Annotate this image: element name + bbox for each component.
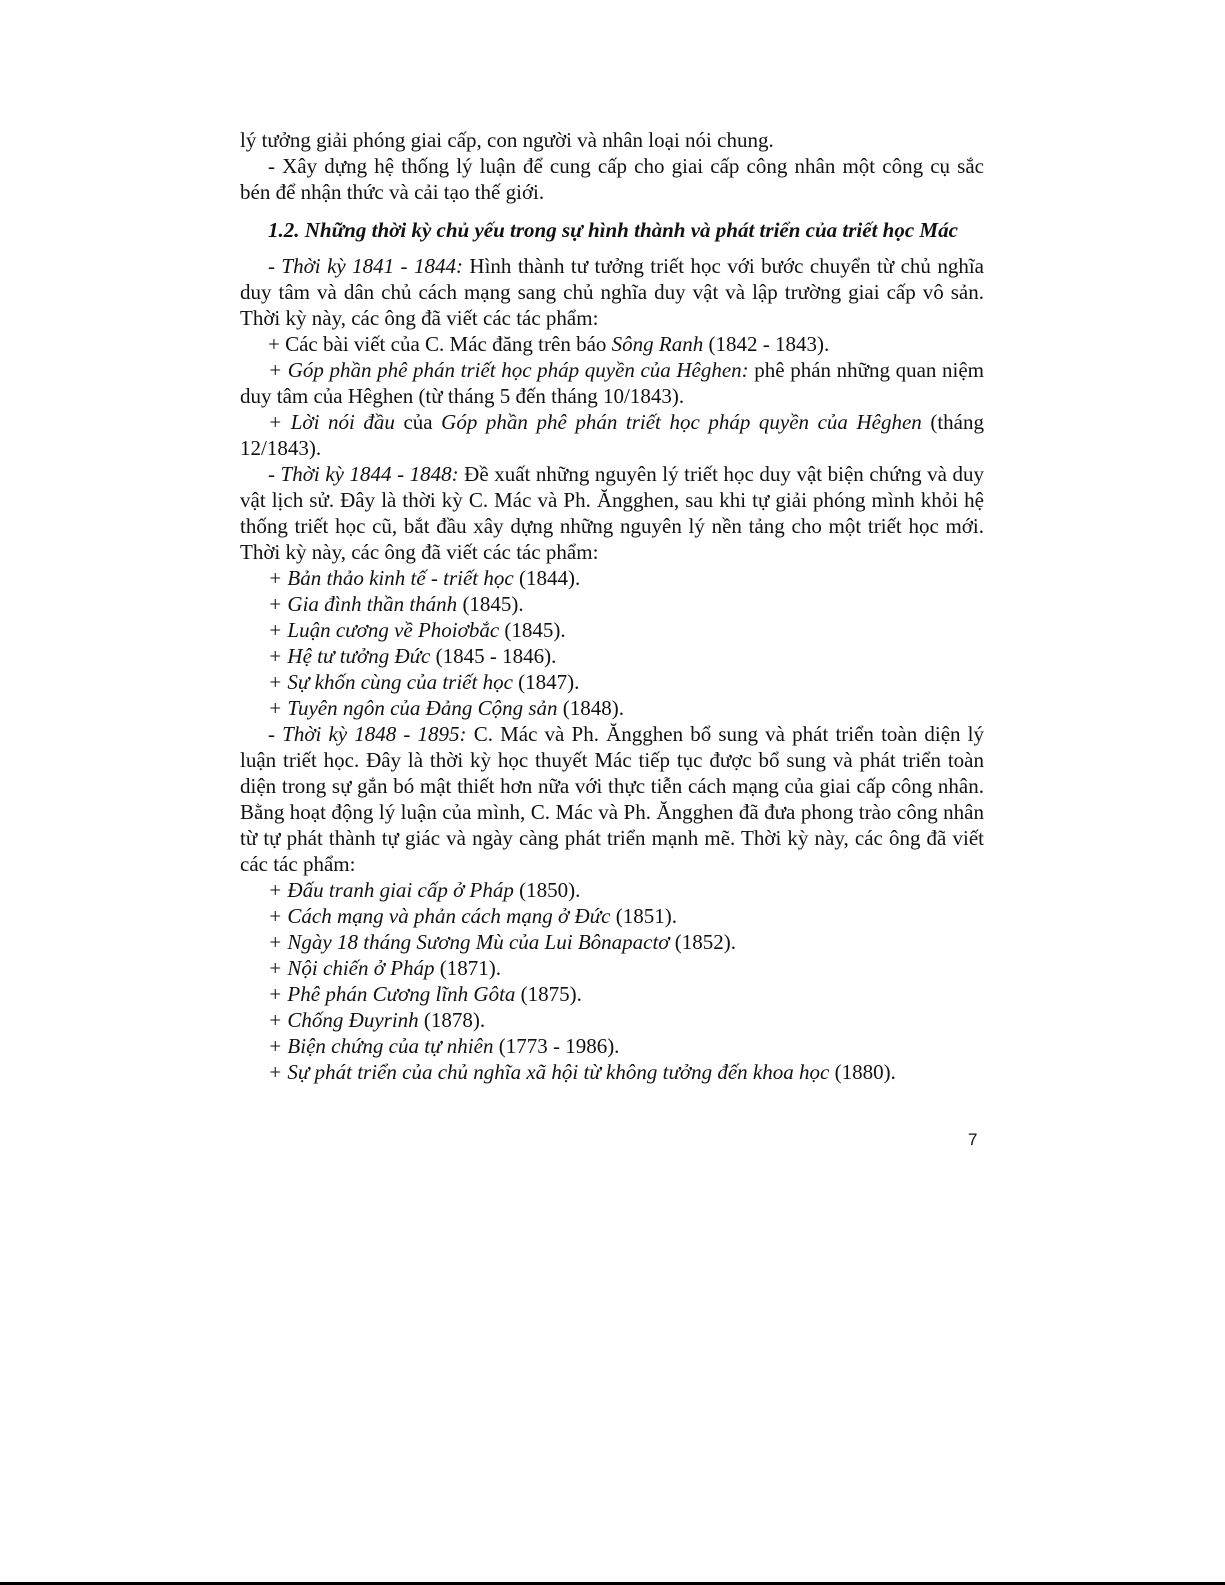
- work-title: + Góp phần phê phán triết học pháp quyền của Hêghen:: [268, 358, 749, 382]
- period-text: Đề xuất những nguyên lý triết học duy vật biện chứng và duy vật lịch sử. Đây là thời kỳ C. Mác và Ph. Ăngghen, sau khi tự giải phóng mình khỏi hệ thống triết học cũ, bắt đầu xây dựng những nguyên lý nền tảng cho một triết học mới. Thời kỳ này, các ông đã viết các tác phẩm:: [240, 462, 984, 564]
- work-title: + Tuyên ngôn của Đảng Cộng sản: [268, 696, 558, 720]
- work-item: [240, 1033, 984, 1059]
- work-item: [240, 591, 984, 617]
- work-item: [240, 1059, 984, 1085]
- work-item: [240, 955, 984, 981]
- work-item: [240, 669, 984, 695]
- work-title: + Phê phán Cương lĩnh Gôta: [268, 982, 516, 1006]
- work-item: [240, 903, 984, 929]
- work-item: [240, 695, 984, 721]
- work-year: (1880).: [829, 1060, 896, 1084]
- intro-line: lý tưởng giải phóng giai cấp, con người và nhân loại nói chung.: [240, 128, 774, 152]
- work-year: (1842 - 1843).: [703, 332, 830, 356]
- period-text: C. Mác và Ph. Ăngghen bổ sung và phát triển toàn diện lý luận triết học. Đây là thời kỳ học thuyết Mác tiếp tục được bổ sung và phát triển toàn diện trong sự gắn bó mật thiết hơn nữa với thực tiễn cách mạng của giai cấp công nhân. Bằng hoạt động lý luận của mình, C. Mác và Ph. Ăngghen đã đưa phong trào công nhân từ tự phát thành tự giác và ngày càng phát triển mạnh mẽ. Thời kỳ này, các ông đã viết các tác phẩm:: [240, 722, 984, 876]
- period-label: - Thời kỳ 1848 - 1895:: [268, 722, 467, 746]
- work-title: + Gia đình thần thánh: [268, 592, 458, 616]
- work-item: [240, 409, 984, 461]
- intro-bullet: - Xây dựng hệ thống lý luận để cung cấp cho giai cấp công nhân một công cụ sắc bén để nhận thức và cải tạo thế giới.: [240, 154, 984, 204]
- period-1844-1848-works: [240, 565, 984, 721]
- work-year: (1851).: [610, 904, 677, 928]
- work-year: (1845 - 1846).: [430, 644, 557, 668]
- work-title: + Hệ tư tưởng Đức: [268, 644, 431, 668]
- period-text: Hình thành tư tưởng triết học với bước chuyển từ chủ nghĩa duy tâm và dân chủ cách mạng sang chủ nghĩa duy vật và lập trường giai cấp vô sản. Thời kỳ này, các ông đã viết các tác phẩm:: [240, 254, 985, 330]
- work-year: (1845).: [457, 592, 524, 616]
- section-heading: 1.2. Những thời kỳ chủ yếu trong sự hình thành và phát triển của triết học Mác: [268, 218, 958, 242]
- work-year: (1871).: [434, 956, 502, 980]
- work-year: (1850).: [513, 878, 581, 902]
- work-prefix: + Các bài viết của C. Mác đăng trên báo: [268, 332, 612, 356]
- work-item: [240, 981, 984, 1007]
- work-connector: của: [394, 410, 442, 434]
- work-title: + Cách mạng và phản cách mạng ở Đức: [268, 904, 611, 928]
- work-title: Sông Ranh: [611, 332, 704, 356]
- work-title: + Sự khốn cùng của triết học: [268, 670, 513, 694]
- work-title: + Sự phát triển của chủ nghĩa xã hội từ không tưởng đến khoa học: [268, 1060, 830, 1084]
- work-title: + Luận cương về Phoiơbắc: [268, 618, 500, 642]
- work-item: [240, 1007, 984, 1033]
- work-description: phê phán những quan niệm duy tâm của Hêghen (từ tháng 5 đến tháng 10/1843).: [240, 358, 984, 408]
- work-title: + Chống Đuyrinh: [268, 1008, 419, 1032]
- page-number: 7: [968, 1130, 978, 1149]
- work-title: + Nội chiến ở Pháp: [268, 956, 435, 980]
- work-title: + Biện chứng của tự nhiên: [268, 1034, 494, 1058]
- period-1844-1848: [240, 461, 984, 565]
- period-1848-1895: [240, 721, 984, 877]
- work-year: (tháng 12/1843).: [240, 410, 984, 460]
- work-item: [240, 929, 984, 955]
- work-item: [240, 643, 984, 669]
- work-title: Góp phần phê phán triết học pháp quyền của Hêghen: [441, 410, 922, 434]
- work-year: (1852).: [669, 930, 737, 954]
- work-item: [240, 877, 984, 903]
- work-year: (1845).: [499, 618, 566, 642]
- work-year: (1844).: [513, 566, 581, 590]
- work-title: + Bản thảo kinh tế - triết học: [268, 566, 514, 590]
- work-item: [240, 565, 984, 591]
- page-content: [240, 127, 984, 1085]
- period-1841-1844: [240, 253, 984, 331]
- work-year: (1878).: [418, 1008, 486, 1032]
- work-item: [240, 617, 984, 643]
- work-title: + Lời nói đầu: [268, 410, 395, 434]
- work-title: + Ngày 18 tháng Sương Mù của Lui Bônapactơ: [268, 930, 670, 954]
- period-1848-1895-works: [240, 877, 984, 1085]
- work-title: + Đấu tranh giai cấp ở Pháp: [268, 878, 514, 902]
- period-label: - Thời kỳ 1844 - 1848:: [268, 462, 459, 486]
- work-item: [240, 331, 984, 357]
- work-year: (1875).: [515, 982, 582, 1006]
- period-label: - Thời kỳ 1841 - 1844:: [268, 254, 463, 278]
- work-item: [240, 357, 984, 409]
- work-year: (1848).: [557, 696, 624, 720]
- work-year: (1847).: [512, 670, 580, 694]
- work-year: (1773 - 1986).: [493, 1034, 620, 1058]
